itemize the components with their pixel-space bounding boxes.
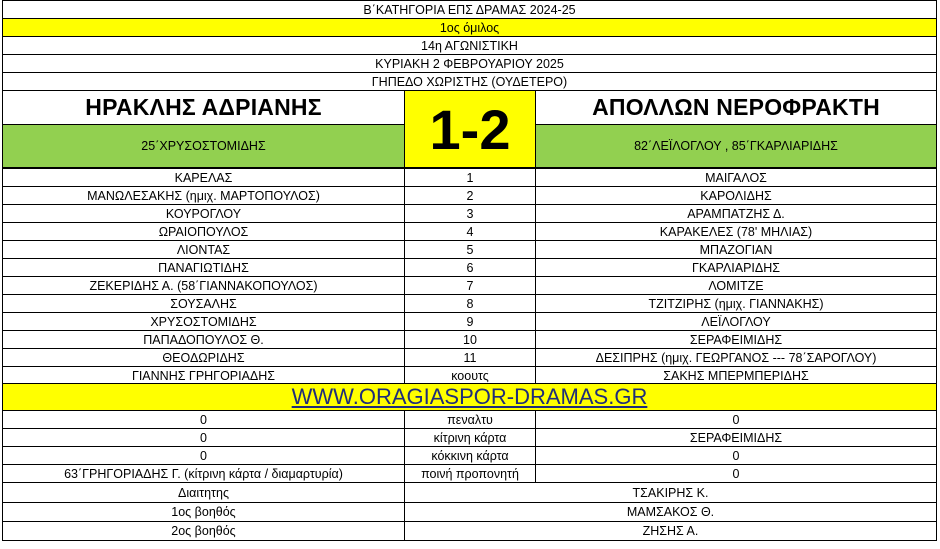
home-player: ΠΑΝΑΓΙΩΤΙΔΗΣ [2, 258, 405, 277]
official-role: 1ος βοηθός [2, 502, 405, 522]
home-player: ΛΙΟΝΤΑΣ [2, 240, 405, 259]
official-row [2, 502, 937, 521]
official-name: ΖΗΣΗΣ Α. [404, 521, 937, 541]
home-player: ΧΡΥΣΟΣΤΟΜΙΔΗΣ [2, 312, 405, 331]
away-player: ΜΑΙΓΑΛΟΣ [535, 168, 937, 187]
stat-label: κόκκινη κάρτα [404, 446, 536, 465]
lineup-row [2, 186, 937, 204]
group-label: 1ος όμιλος [2, 18, 937, 37]
lineup-row [2, 258, 937, 276]
header-matchday-row [2, 36, 937, 54]
lineup-row [2, 222, 937, 240]
stat-row [2, 428, 937, 446]
header-date-row [2, 54, 937, 72]
shirt-number: 8 [404, 294, 536, 313]
stat-row [2, 464, 937, 482]
shirt-number: κοουτς [404, 366, 536, 385]
shirt-number: 3 [404, 204, 536, 223]
away-player: ΣΑΚΗΣ ΜΠΕΡΜΠΕΡΙΔΗΣ [535, 366, 937, 385]
official-name: ΤΣΑΚΙΡΗΣ Κ. [404, 482, 937, 503]
lineup-row [2, 312, 937, 330]
away-stat-value: 0 [535, 410, 937, 429]
shirt-number: 1 [404, 168, 536, 187]
stat-label: πεναλτυ [404, 410, 536, 429]
home-player: ΖΕΚΕΡΙΔΗΣ Α. (58΄ΓΙΑΝΝΑΚΟΠΟΥΛΟΣ) [2, 276, 405, 295]
away-player: ΜΠΑΖΟΓΙΑΝ [535, 240, 937, 259]
stat-label: ποινή προπονητή [404, 464, 536, 483]
shirt-number: 2 [404, 186, 536, 205]
lineup-row [2, 240, 937, 258]
away-stat-value: ΣΕΡΑΦΕΙΜΙΔΗΣ [535, 428, 937, 447]
home-player: ΓΙΑΝΝΗΣ ΓΡΗΓΟΡΙΑΔΗΣ [2, 366, 405, 385]
matchday-label: 14η ΑΓΩΝΙΣΤΙΚΗ [2, 36, 937, 55]
header-group-row [2, 18, 937, 36]
shirt-number: 10 [404, 330, 536, 349]
home-player: ΣΟΥΣΑΛΗΣ [2, 294, 405, 313]
shirt-number: 4 [404, 222, 536, 241]
away-player: ΛΟΜΙΤΖΕ [535, 276, 937, 295]
lineup-row [2, 204, 937, 222]
official-role: 2ος βοηθός [2, 521, 405, 541]
match-venue: ΓΗΠΕΔΟ ΧΩΡΙΣΤΗΣ (ΟΥΔΕΤΕΡΟ) [2, 72, 937, 91]
home-player: ΚΟΥΡΟΓΛΟΥ [2, 204, 405, 223]
home-stat-value: 0 [2, 428, 405, 447]
away-player: ΔΕΣΙΠΡΗΣ (ημιχ. ΓΕΩΡΓΑΝΟΣ --- 78΄ΣΑΡΟΓΛΟΥ) [535, 348, 937, 367]
score-block [2, 90, 937, 168]
lineup-row [2, 168, 937, 186]
header-venue-row [2, 72, 937, 90]
stat-label: κίτρινη κάρτα [404, 428, 536, 447]
final-score: 1-2 [404, 90, 536, 168]
away-stat-value: 0 [535, 464, 937, 483]
website-link[interactable]: WWW.ORAGIASPOR-DRAMAS.GR [2, 383, 937, 411]
lineup-row [2, 330, 937, 348]
away-player: ΣΕΡΑΦΕΙΜΙΔΗΣ [535, 330, 937, 349]
website-banner-row [2, 383, 937, 411]
home-stat-value: 0 [2, 410, 405, 429]
home-stat-value: 63΄ΓΡΗΓΟΡΙΑΔΗΣ Γ. (κίτρινη κάρτα / διαμαρτυρία) [2, 464, 405, 483]
stat-row [2, 410, 937, 428]
away-player: ΚΑΡΑΚΕΛΕΣ (78' ΜΗΛΙΑΣ) [535, 222, 937, 241]
home-player: ΩΡΑΙΟΠΟΥΛΟΣ [2, 222, 405, 241]
header-title-row [2, 0, 937, 18]
home-stat-value: 0 [2, 446, 405, 465]
away-player: ΚΑΡΟΛΙΔΗΣ [535, 186, 937, 205]
official-row [2, 521, 937, 540]
home-team-name: ΗΡΑΚΛΗΣ ΑΔΡΙΑΝΗΣ [2, 90, 405, 125]
away-scorers: 82΄ΛΕΪΛΟΓΛΟΥ , 85΄ΓΚΑΡΛΙΑΡΙΔΗΣ [535, 124, 937, 168]
league-title: Β΄ΚΑΤΗΓΟΡΙΑ ΕΠΣ ΔΡΑΜΑΣ 2024-25 [2, 0, 937, 19]
lineup-row [2, 366, 937, 384]
away-player: ΤΖΙΤΖΙΡΗΣ (ημιχ. ΓΙΑΝΝΑΚΗΣ) [535, 294, 937, 313]
shirt-number: 7 [404, 276, 536, 295]
shirt-number: 9 [404, 312, 536, 331]
away-player: ΑΡΑΜΠΑΤΖΗΣ Δ. [535, 204, 937, 223]
away-player: ΛΕΪΛΟΓΛΟΥ [535, 312, 937, 331]
home-player: ΚΑΡΕΛΑΣ [2, 168, 405, 187]
home-player: ΘΕΟΔΩΡΙΔΗΣ [2, 348, 405, 367]
home-scorers: 25΄ΧΡΥΣΟΣΤΟΜΙΔΗΣ [2, 124, 405, 168]
home-player: ΜΑΝΩΛΕΣΑΚΗΣ (ημιχ. ΜΑΡΤΟΠΟΥΛΟΣ) [2, 186, 405, 205]
shirt-number: 6 [404, 258, 536, 277]
lineup-row [2, 276, 937, 294]
lineup-row [2, 348, 937, 366]
official-row [2, 482, 937, 502]
away-player: ΓΚΑΡΛΙΑΡΙΔΗΣ [535, 258, 937, 277]
shirt-number: 11 [404, 348, 536, 367]
official-name: ΜΑΜΣΑΚΟΣ Θ. [404, 502, 937, 522]
official-role: Διαιτητης [2, 482, 405, 503]
shirt-number: 5 [404, 240, 536, 259]
stat-row [2, 446, 937, 464]
home-player: ΠΑΠΑΔΟΠΟΥΛΟΣ Θ. [2, 330, 405, 349]
match-date: ΚΥΡΙΑΚΗ 2 ΦΕΒΡΟΥΑΡΙΟΥ 2025 [2, 54, 937, 73]
lineup-row [2, 294, 937, 312]
away-team-name: ΑΠΟΛΛΩΝ ΝΕΡΟΦΡΑΚΤΗ [535, 90, 937, 125]
away-stat-value: 0 [535, 446, 937, 465]
